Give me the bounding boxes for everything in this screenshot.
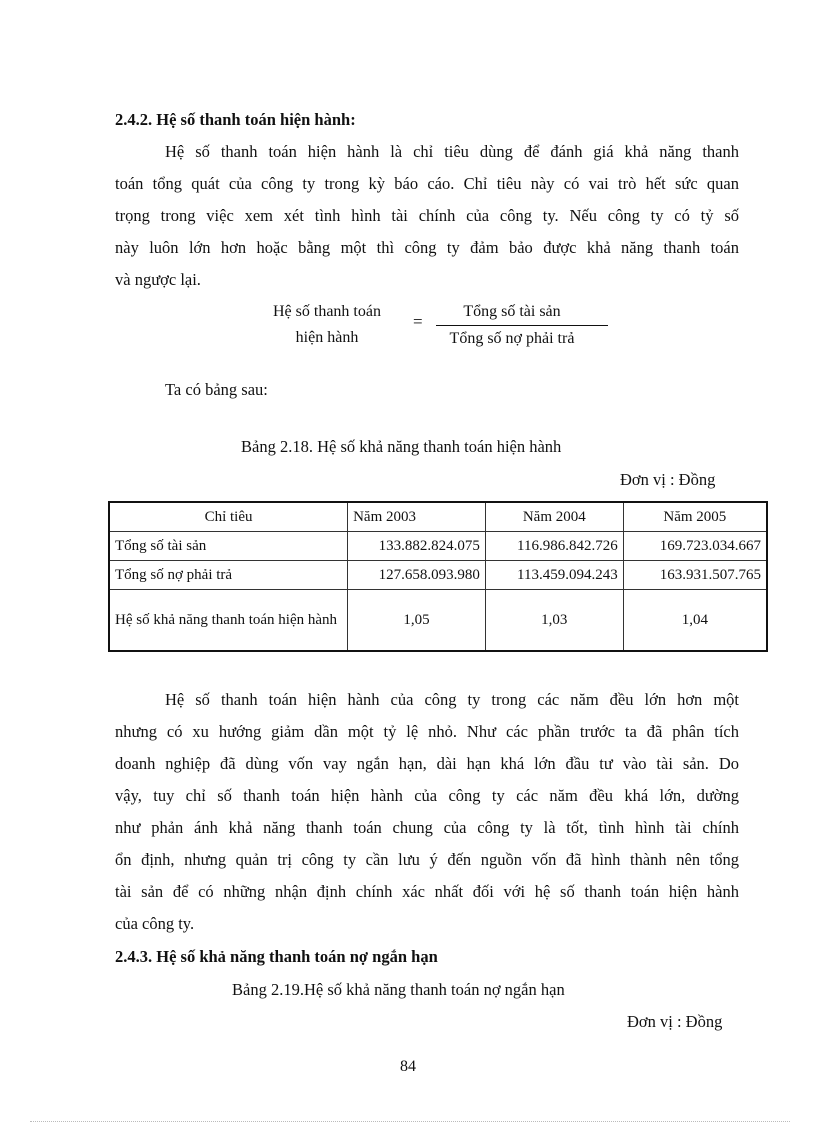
page-number: 84 bbox=[400, 1058, 416, 1075]
formula-equals-sign: = bbox=[413, 312, 423, 331]
table-header-cell: Năm 2004 bbox=[485, 502, 623, 532]
paragraph-line: như phản ánh khả năng thanh toán chung của công ty là tốt, tình hình tài chính bbox=[115, 818, 739, 837]
row-label: Tổng số tài sản bbox=[109, 532, 348, 561]
paragraph-line: Hệ số thanh toán hiện hành là chỉ tiêu dùng để đánh giá khả năng thanh bbox=[165, 142, 739, 161]
formula-fraction bbox=[436, 299, 608, 352]
table-row bbox=[109, 590, 767, 652]
row-label: Tổng số nợ phải trả bbox=[109, 561, 348, 590]
section-heading-2-4-2: 2.4.2. Hệ số thanh toán hiện hành: bbox=[115, 110, 356, 129]
paragraph-line: vậy, tuy chỉ số thanh toán hiện hành của công ty các năm đều khá lớn, dường bbox=[115, 786, 739, 805]
paragraph-line: Hệ số thanh toán hiện hành của công ty trong các năm đều lớn hơn một bbox=[165, 690, 739, 709]
table-cell: 1,05 bbox=[348, 590, 486, 652]
table-header-cell: Năm 2003 bbox=[348, 502, 486, 532]
footer-divider bbox=[30, 1121, 790, 1122]
row-label: Hệ số khả năng thanh toán hiện hành bbox=[109, 590, 348, 652]
table-cell: 169.723.034.667 bbox=[623, 532, 767, 561]
paragraph-line: và ngược lại. bbox=[115, 270, 201, 289]
analysis-paragraph bbox=[115, 684, 739, 940]
table-cell: 133.882.824.075 bbox=[348, 532, 486, 561]
table-cell: 116.986.842.726 bbox=[485, 532, 623, 561]
unit-label: Đơn vị : Đồng bbox=[627, 1012, 723, 1031]
formula-left-line2: hiện hành bbox=[295, 329, 359, 346]
paragraph-line: này luôn lớn hơn hoặc bằng một thì công ty đảm bảo được khả năng thanh toán bbox=[115, 238, 739, 257]
table-header-cell: Năm 2005 bbox=[623, 502, 767, 532]
paragraph-line: tài sản để có những nhận định chính xác nhất đối với hệ số thanh toán hiện hành bbox=[115, 882, 739, 901]
unit-label: Đơn vị : Đồng bbox=[620, 470, 716, 489]
paragraph-line: toán tổng quát của công ty trong kỳ báo cáo. Chỉ tiêu này có vai trò hết sức quan bbox=[115, 174, 739, 193]
table-cell: 113.459.094.243 bbox=[485, 561, 623, 590]
table-caption-2-18: Bảng 2.18. Hệ số khả năng thanh toán hiện hành bbox=[241, 437, 562, 456]
table-header-cell: Chỉ tiêu bbox=[109, 502, 348, 532]
table-cell: 1,03 bbox=[485, 590, 623, 652]
formula-denominator: Tổng số nợ phải trả bbox=[449, 330, 575, 347]
table-cell: 163.931.507.765 bbox=[623, 561, 767, 590]
table-cell: 127.658.093.980 bbox=[348, 561, 486, 590]
intro-paragraph bbox=[115, 136, 739, 296]
paragraph-line: trọng trong việc xem xét tình hình tài chính của công ty. Nếu công ty có tỷ số bbox=[115, 206, 739, 225]
paragraph-line: của công ty. bbox=[115, 914, 195, 933]
paragraph-line: nhưng có xu hướng giảm dần một tỷ lệ nhỏ. Như các phần trước ta đã phân tích bbox=[115, 722, 739, 741]
paragraph-line: doanh nghiệp đã dùng vốn vay ngắn hạn, dài hạn khá lớn đầu tư vào tài sản. Do bbox=[115, 754, 739, 773]
formula-left-line1: Hệ số thanh toán bbox=[273, 303, 381, 320]
table-caption-2-19: Bảng 2.19.Hệ số khả năng thanh toán nợ ngắn hạn bbox=[232, 980, 565, 999]
liquidity-ratio-table bbox=[108, 501, 768, 652]
section-heading-2-4-3: 2.4.3. Hệ số khả năng thanh toán nợ ngắn hạn bbox=[115, 947, 438, 966]
table-intro-text: Ta có bảng sau: bbox=[165, 380, 268, 399]
table-row bbox=[109, 561, 767, 590]
formula-numerator: Tổng số tài sản bbox=[436, 299, 608, 326]
table-cell: 1,04 bbox=[623, 590, 767, 652]
paragraph-line: ổn định, nhưng quản trị công ty cần lưu ý đến nguồn vốn đã hình thành nên tổng bbox=[115, 850, 739, 869]
table-header-row bbox=[109, 502, 767, 532]
formula-left-side bbox=[252, 299, 402, 351]
table-row bbox=[109, 532, 767, 561]
